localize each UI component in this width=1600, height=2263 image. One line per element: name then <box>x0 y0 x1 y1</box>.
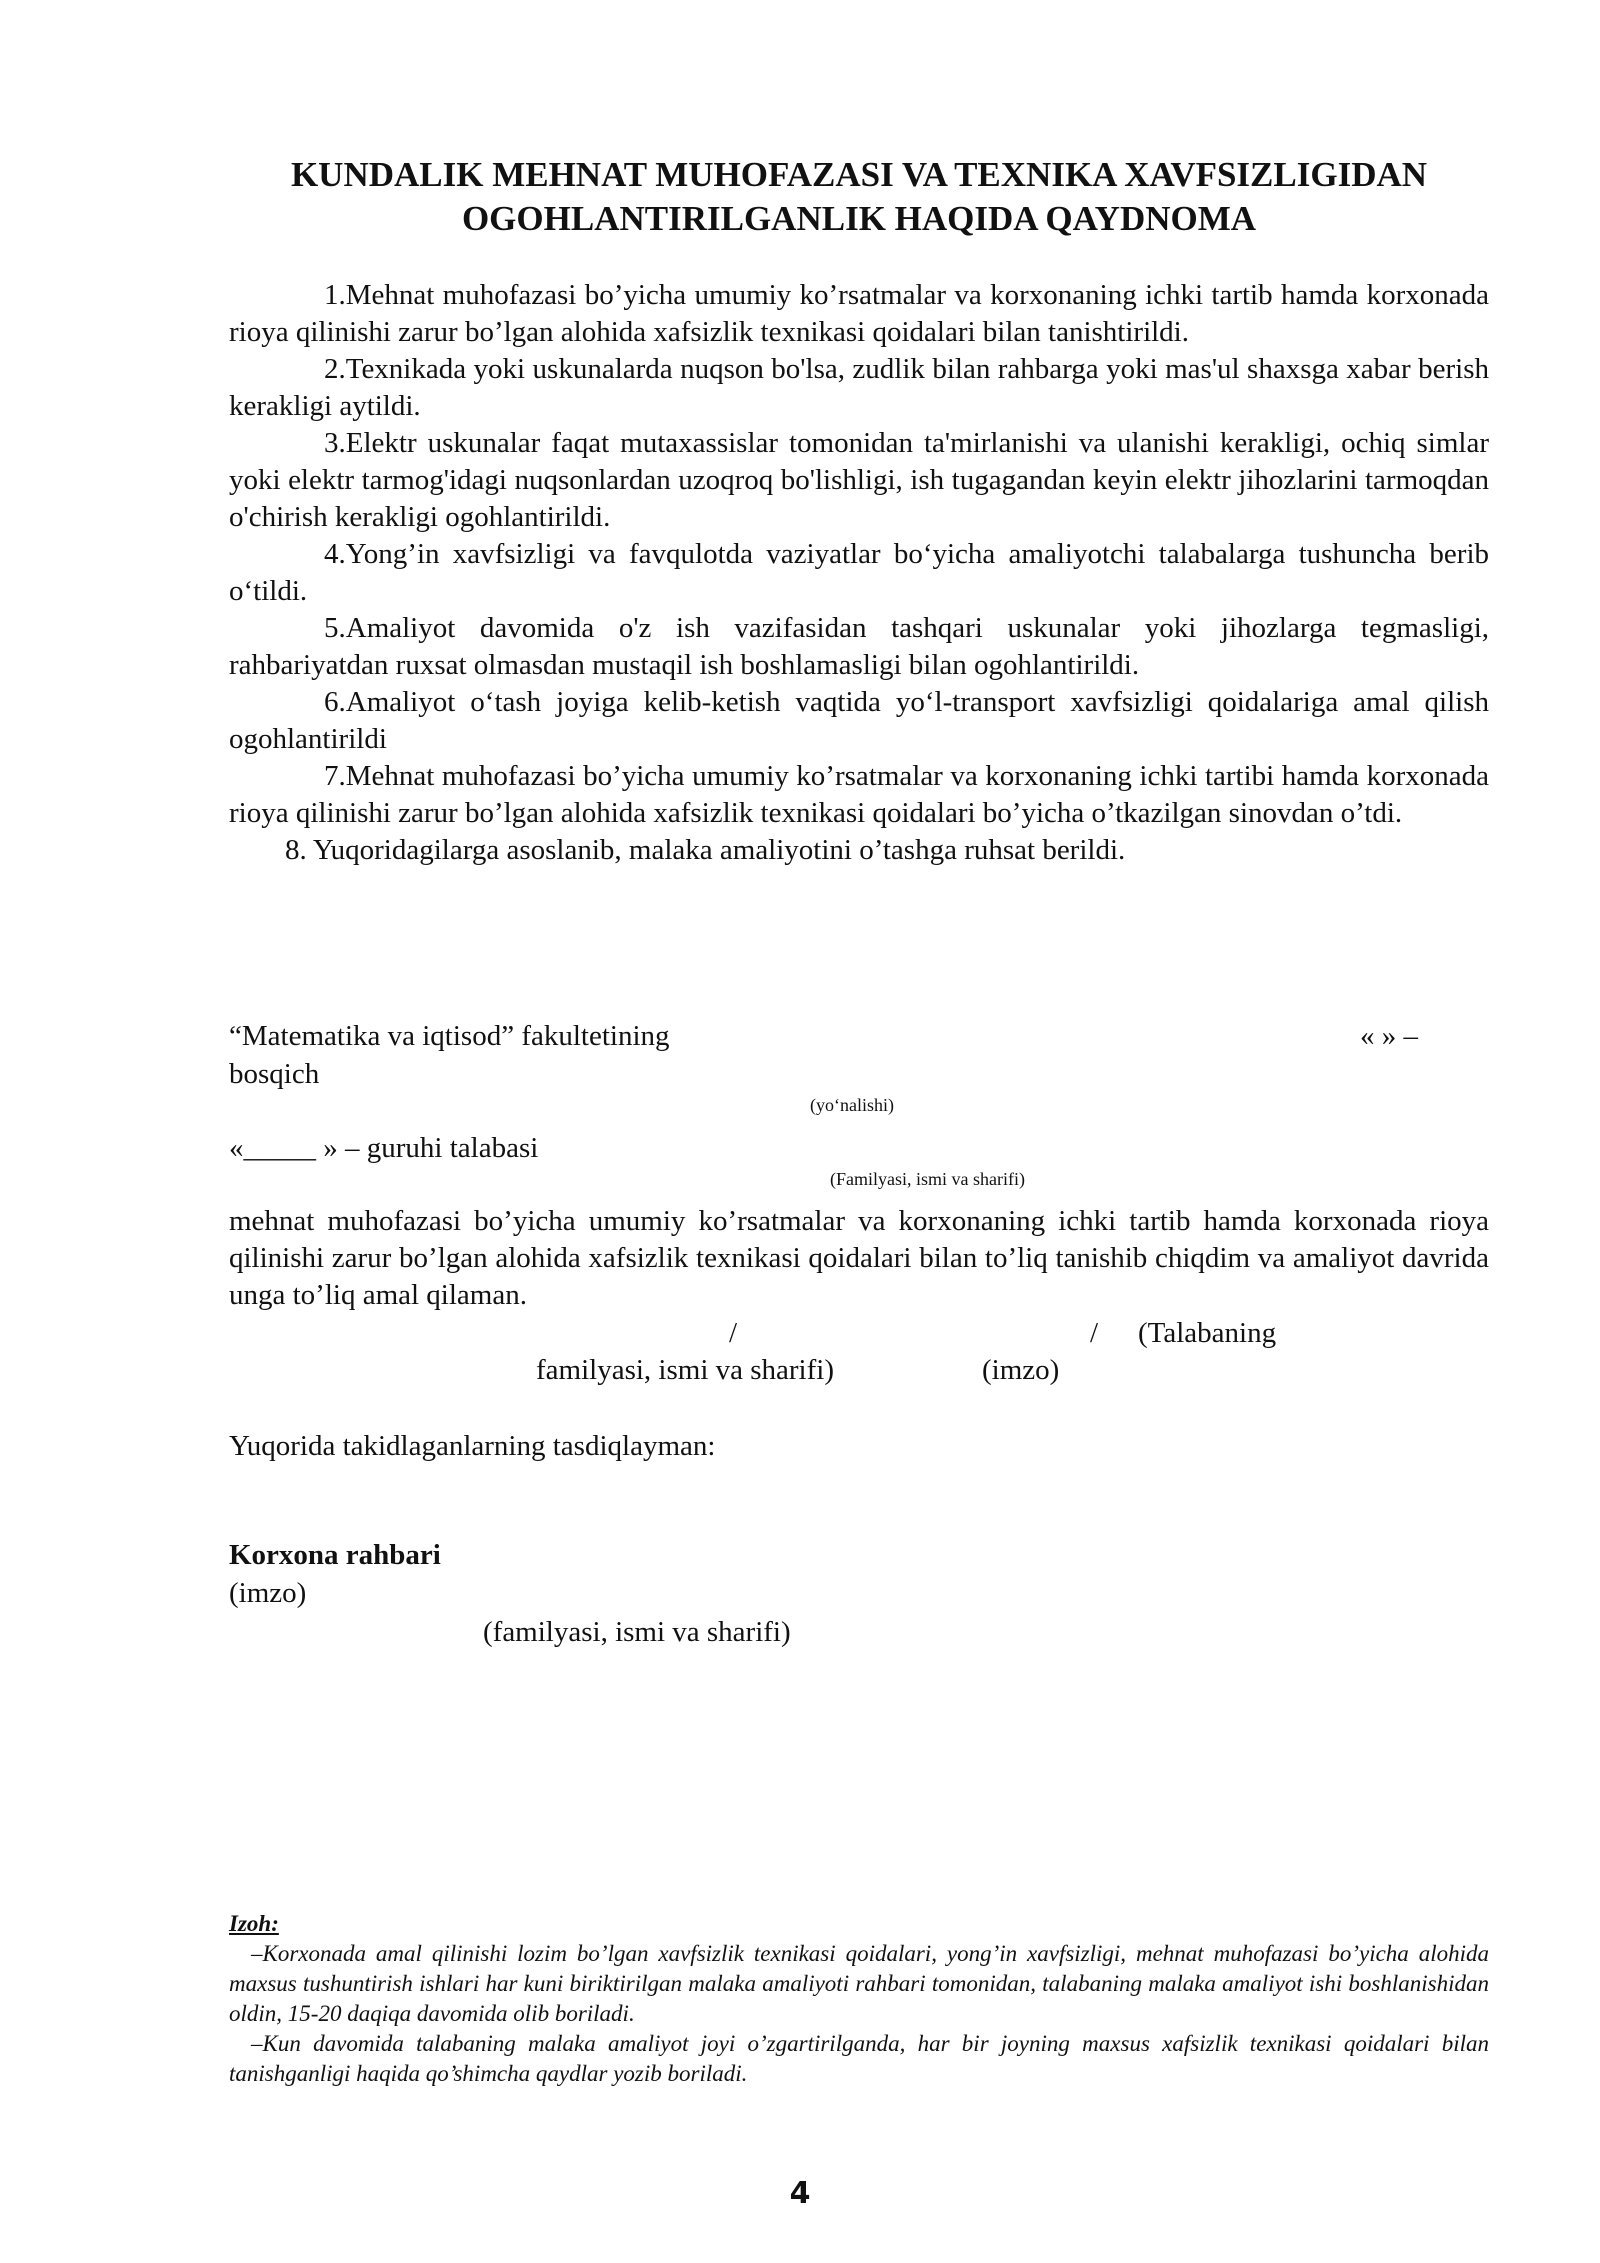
group-line: «_____ » – guruhi talabasi <box>229 1132 539 1164</box>
instruction-item-6: 6.Amaliyot o‘tash joyiga kelib-ketish vaqtida yo‘l-transport xavfsizligi qoidalariga amal qilish ogohlantirildi <box>229 686 1489 755</box>
name-caption: (Familyasi, ismi va sharifi) <box>830 1169 1025 1189</box>
direction-caption: (yo‘nalishi) <box>810 1095 894 1115</box>
confirm-line: Yuqorida takidlaganlarning tasdiqlayman: <box>229 1430 716 1462</box>
instruction-item-1: 1.Mehnat muhofazasi bo’yicha umumiy ko’rsatmalar va korxonaning ichki tartib hamda korxonada rioya qilinishi zarur bo’lgan alohida xafsizlik texnikasi qoidalari bilan tanishtirildi. <box>229 279 1489 348</box>
student-caption-a: (Talabaning <box>1138 1317 1277 1349</box>
course-label: bosqich <box>229 1058 320 1090</box>
course-field: « » – <box>1360 1020 1418 1052</box>
student-statement: mehnat muhofazasi bo’yicha umumiy ko’rsatmalar va korxonaning ichki tartib hamda korxonada rioya qilinishi zarur bo’lgan alohida xafsizlik texnikasi qoidalari bilan to’liq tanishib chiqdim va amaliyot davrida unga to’liq amal qilaman. <box>229 1205 1489 1311</box>
notes-label: Izoh: <box>229 1911 279 1936</box>
instruction-item-8: 8. Yuqoridagilarga asoslanib, malaka amaliyotini o’tashga ruhsat berildi. <box>285 834 1126 866</box>
head-label: Korxona rahbari <box>229 1539 441 1571</box>
title-line-1: KUNDALIK MEHNAT MUHOFAZASI VA TEXNIKA XAVFSIZLIGIDAN <box>290 155 1428 194</box>
instruction-item-2: 2.Texnikada yoki uskunalarda nuqson bo'lsa, zudlik bilan rahbarga yoki mas'ul shaxsga xabar berish kerakligi aytildi. <box>229 353 1489 422</box>
instruction-item-3: 3.Elektr uskunalar faqat mutaxassislar tomonidan ta'mirlanishi va ulanishi kerakligi, ochiq simlar yoki elektr tarmog'idagi nuqsonlardan uzoqroq bo'lishligi, ish tugagandan keyin elektr jihozlarini tarmoqdan o'chirish kerakligi ogohlantirildi. <box>229 427 1489 533</box>
title-line-2: OGOHLANTIRILGANLIK HAQIDA QAYDNOMA <box>461 199 1257 238</box>
student-caption-b: familyasi, ismi va sharifi) <box>536 1354 834 1386</box>
instruction-list <box>229 277 1489 869</box>
head-name-caption: (familyasi, ismi va sharifi) <box>483 1616 791 1648</box>
signature-slash-2: / <box>1090 1317 1099 1349</box>
instruction-item-7: 7.Mehnat muhofazasi bo’yicha umumiy ko’rsatmalar va korxonaning ichki tartibi hamda korxonada rioya qilinishi zarur bo’lgan alohida xafsizlik texnikasi qoidalari bo’yicha o’tkazilgan sinovdan o’tdi. <box>229 760 1489 829</box>
signature-slash-1: / <box>729 1317 738 1349</box>
page-title <box>229 153 1489 241</box>
notes-section <box>229 1909 1489 2089</box>
student-sign-caption: (imzo) <box>982 1354 1060 1386</box>
faculty-line: “Matematika va iqtisod” fakultetining <box>229 1020 670 1052</box>
page-number: 4 <box>789 2176 811 2211</box>
instruction-item-4: 4.Yong’in xavfsizligi va favqulotda vaziyatlar bo‘yicha amaliyotchi talabalarga tushuncha berib o‘tildi. <box>229 538 1489 607</box>
head-sign-caption: (imzo) <box>229 1577 307 1609</box>
note-item-2: –Kun davomida talabaning malaka amaliyot joyi o’zgartirilganda, har bir joyning maxsus xafsizlik texnikasi qoidalari bilan tanishganligi haqida qo’shimcha qaydlar yozib boriladi. <box>229 2031 1489 2086</box>
instruction-item-5: 5.Amaliyot davomida o'z ish vazifasidan tashqari uskunalar yoki jihozlarga tegmasligi, rahbariyatdan ruxsat olmasdan mustaqil ish boshlamasligi bilan ogohlantirildi. <box>229 612 1489 681</box>
note-item-1: –Korxonada amal qilinishi lozim bo’lgan xavfsizlik texnikasi qoidalari, yong’in xavfsizligi, mehnat muhofazasi bo’yicha alohida maxsus tushuntirish ishlari har kuni biriktirilgan malaka amaliyoti rahbari tomonidan, talabaning malaka amaliyot ishi boshlanishidan oldin, 15-20 daqiqa davomida olib boriladi. <box>229 1941 1489 2026</box>
